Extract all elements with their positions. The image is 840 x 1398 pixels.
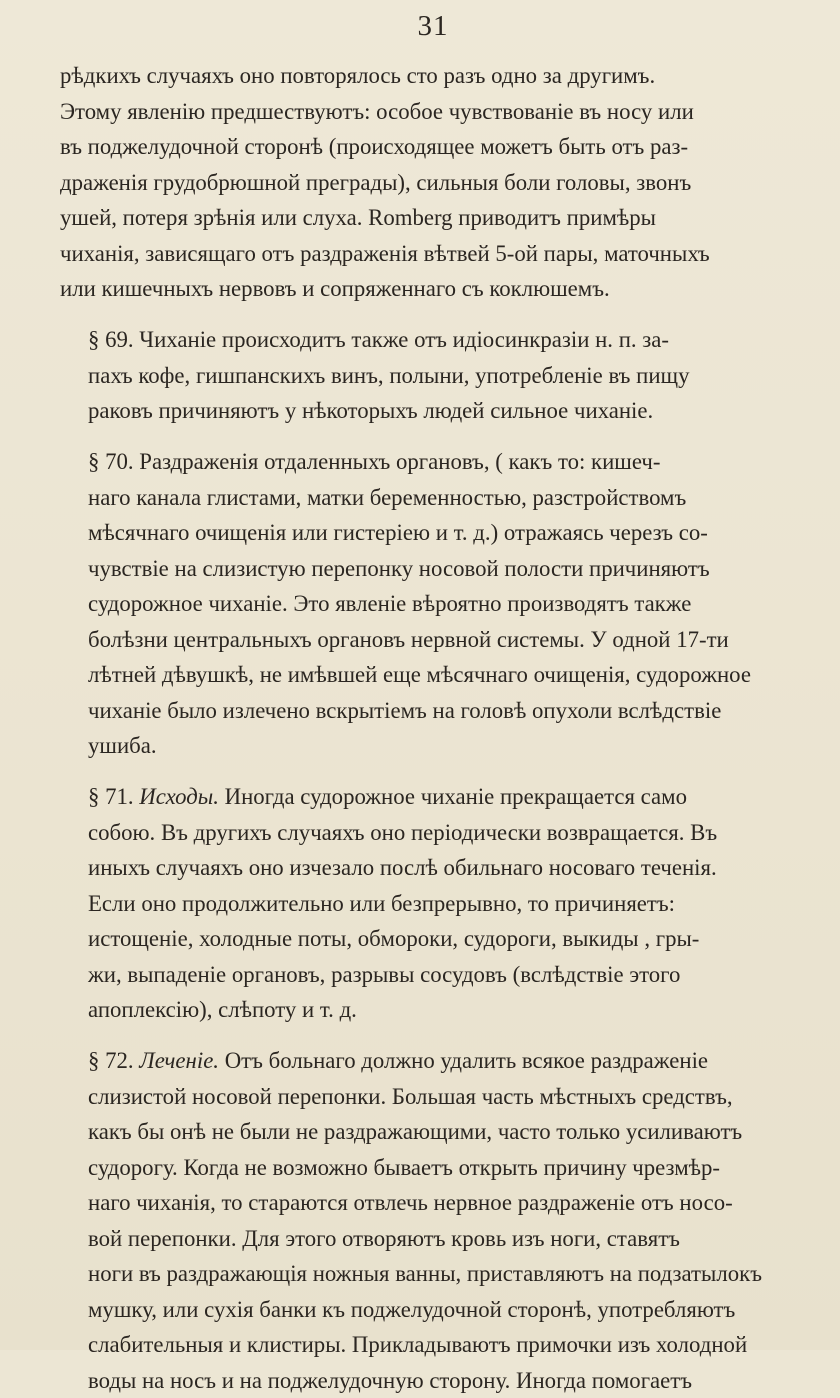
text-line: вой перепонки. Для этого отворяютъ кровь изъ ноги, ставятъ xyxy=(60,1221,806,1257)
text-line: § 69. Чиханіе происходитъ также отъ идіосинкразіи н. п. за- xyxy=(60,322,806,358)
text-line: ушей, потеря зрѣнія или слуха. Romberg приводитъ примѣры xyxy=(60,200,806,236)
text-line xyxy=(60,779,806,815)
text-line: чиханія, зависящаго отъ раздраженія вѣтвей 5-ой пары, маточныхъ xyxy=(60,236,806,272)
text-line: жи, выпаденіе органовъ, разрывы сосудовъ (вслѣдствіе этого xyxy=(60,957,806,993)
text-line: судорожное чиханіе. Это явленіе вѣроятно производятъ также xyxy=(60,586,806,622)
text-line: чувствіе на слизистую перепонку носовой полости причиняютъ xyxy=(60,551,806,587)
text-line: болѣзни центральныхъ органовъ нервной системы. У одной 17-ти xyxy=(60,622,806,658)
paragraph-section-71 xyxy=(60,779,806,1028)
text-line: иныхъ случаяхъ оно изчезало послѣ обильнаго носоваго теченія. xyxy=(60,850,806,886)
text-line: наго чиханія, то стараются отвлечь нервное раздраженіе отъ носо- xyxy=(60,1185,806,1221)
text-line: драженія грудобрюшной преграды), сильныя боли головы, звонъ xyxy=(60,165,806,201)
text-line: Если оно продолжительно или безпрерывно, то причиняетъ: xyxy=(60,886,806,922)
text-line: или кишечныхъ нервовъ и сопряженнаго съ коклюшемъ. xyxy=(60,271,806,307)
text-line: ноги въ раздражающія ножныя ванны, приставляютъ на подзатылокъ xyxy=(60,1256,806,1292)
text-line: § 70. Раздраженія отдаленныхъ органовъ, ( какъ то: кишеч- xyxy=(60,444,806,480)
section-heading: Леченіе. xyxy=(139,1048,219,1073)
paragraph-section-69 xyxy=(60,322,806,429)
page-number: 31 xyxy=(60,4,806,48)
paragraph-section-70 xyxy=(60,444,806,764)
text-line: чиханіе было излечено вскрытіемъ на головѣ опухоли вслѣдствіе xyxy=(60,693,806,729)
text-line: мушку, или сухія банки къ поджелудочной сторонѣ, употребляютъ xyxy=(60,1292,806,1328)
text-line: какъ бы онѣ не были не раздражающими, часто только усиливаютъ xyxy=(60,1114,806,1150)
text-line: воды на носъ и на поджелудочную сторону. Иногда помогаетъ xyxy=(60,1363,806,1398)
text-line: истощеніе, холодные поты, обмороки, судороги, выкиды , гры- xyxy=(60,921,806,957)
text-line: слабительныя и клистиры. Прикладываютъ примочки изъ холодной xyxy=(60,1327,806,1363)
paragraph-continuation xyxy=(60,58,806,307)
paragraph-section-72 xyxy=(60,1043,806,1398)
text-line: слизистой носовой перепонки. Большая часть мѣстныхъ средствъ, xyxy=(60,1079,806,1115)
text-line: наго канала глистами, матки беременностью, разстройствомъ xyxy=(60,480,806,516)
text-run: Отъ больнаго должно удалить всякое раздраженіе xyxy=(219,1048,708,1073)
text-line: пахъ кофе, гишпанскихъ винъ, полыни, употребленіе въ пищу xyxy=(60,358,806,394)
text-line xyxy=(60,1043,806,1079)
text-line: лѣтней дѣвушкѣ, не имѣвшей еще мѣсячнаго очищенія, судорожное xyxy=(60,657,806,693)
text-line: Этому явленію предшествуютъ: особое чувствованіе въ носу или xyxy=(60,94,806,130)
text-line: собою. Въ другихъ случаяхъ оно періодически возвращается. Въ xyxy=(60,815,806,851)
section-heading: Исходы. xyxy=(139,784,219,809)
section-number: § 72. xyxy=(88,1048,134,1073)
text-line: апоплексію), слѣпоту и т. д. xyxy=(60,992,806,1028)
section-number: § 71. xyxy=(88,784,134,809)
text-line: судорогу. Когда не возможно бываетъ открыть причину чрезмѣр- xyxy=(60,1150,806,1186)
text-line: ушиба. xyxy=(60,728,806,764)
text-line: мѣсячнаго очищенія или гистеріею и т. д.) отражаясь черезъ со- xyxy=(60,515,806,551)
text-line: раковъ причиняютъ у нѣкоторыхъ людей сильное чиханіе. xyxy=(60,393,806,429)
text-run: Иногда судорожное чиханіе прекращается само xyxy=(219,784,687,809)
text-line: въ поджелудочной сторонѣ (происходящее можетъ быть отъ раз- xyxy=(60,129,806,165)
text-line: рѣдкихъ случаяхъ оно повторялось сто разъ одно за другимъ. xyxy=(60,58,806,94)
